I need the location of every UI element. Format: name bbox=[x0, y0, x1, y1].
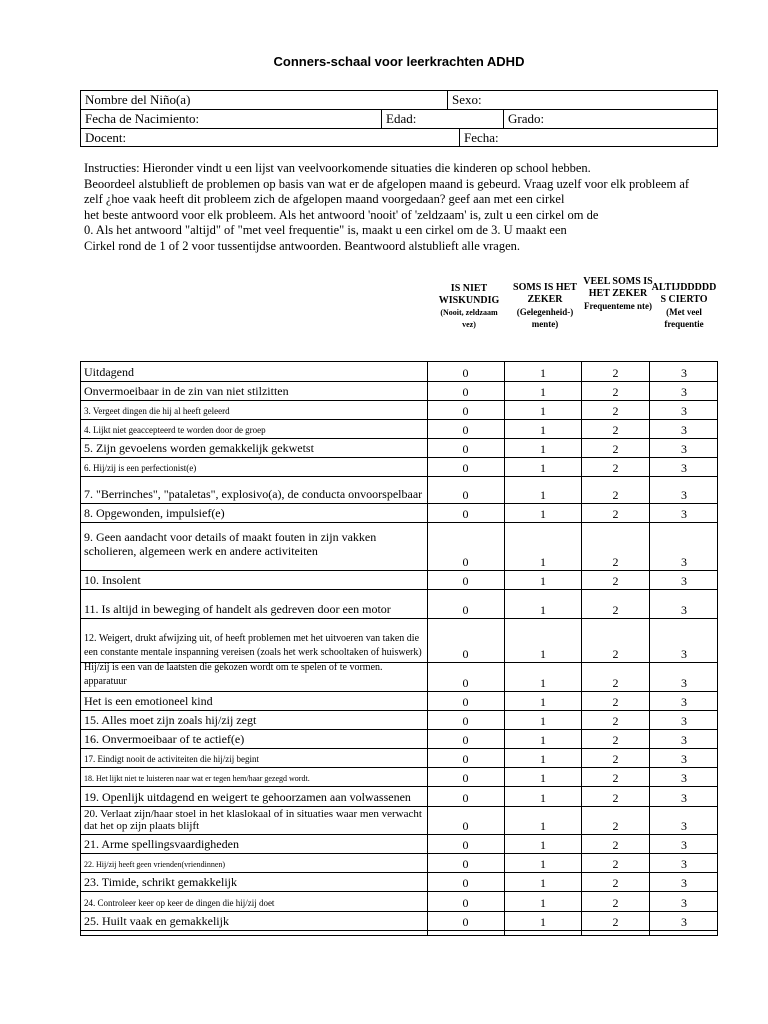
column-divider bbox=[504, 362, 505, 935]
column-header-never bbox=[437, 283, 501, 331]
rating-table bbox=[80, 361, 718, 936]
rating-option-2[interactable]: 2 bbox=[612, 695, 619, 709]
rating-option-0[interactable]: 0 bbox=[462, 442, 469, 456]
column-subheading: (Nooit, zeldzaam vez) bbox=[440, 308, 498, 329]
item-text: 9. Geen aandacht voor details of maakt fouten in zijn vakken scholieren, algemeen werk en andere activiteiten bbox=[84, 530, 377, 558]
rating-option-0[interactable]: 0 bbox=[462, 404, 469, 418]
rating-option-1[interactable]: 1 bbox=[540, 819, 546, 833]
column-subheading: (Met veel frequentie bbox=[664, 307, 704, 329]
table-row bbox=[81, 571, 718, 590]
rating-option-2[interactable]: 2 bbox=[612, 423, 619, 437]
rating-option-3[interactable]: 3 bbox=[681, 714, 687, 728]
rating-option-1[interactable]: 1 bbox=[540, 915, 546, 929]
table-row bbox=[81, 854, 718, 873]
table-row bbox=[81, 835, 718, 854]
instructions bbox=[84, 161, 724, 254]
column-header-always bbox=[650, 282, 718, 330]
rating-option-1[interactable]: 1 bbox=[540, 676, 546, 690]
rating-option-0[interactable]: 0 bbox=[462, 819, 469, 833]
instruction-line: het beste antwoord voor elk probleem. Als het antwoord 'nooit' of 'zeldzaam' is, zult u een cirkel om de bbox=[84, 207, 599, 222]
rating-option-3[interactable]: 3 bbox=[681, 385, 687, 399]
rating-option-0[interactable]: 0 bbox=[462, 714, 469, 728]
table-row bbox=[81, 892, 718, 912]
rating-option-1[interactable]: 1 bbox=[540, 574, 546, 588]
page-title: Conners-schaal voor leerkrachten ADHD bbox=[273, 54, 525, 69]
rating-option-1[interactable]: 1 bbox=[540, 695, 546, 709]
rating-option-0[interactable]: 0 bbox=[462, 857, 469, 871]
table-row bbox=[81, 912, 718, 931]
rating-option-0[interactable]: 0 bbox=[462, 676, 469, 690]
item-text: 15. Alles moet zijn zoals hij/zij zegt bbox=[84, 713, 257, 727]
rating-option-3[interactable]: 3 bbox=[681, 752, 687, 766]
rating-option-2[interactable]: 2 bbox=[612, 752, 619, 766]
rating-option-3[interactable]: 3 bbox=[681, 366, 687, 380]
instruction-line: Beoordeel alstublieft de problemen op basis van wat er de afgelopen maand is gebeurd. Vraag uzelf voor elk probleem af bbox=[84, 176, 690, 191]
rating-option-1[interactable]: 1 bbox=[540, 603, 546, 617]
rating-option-1[interactable]: 1 bbox=[540, 647, 546, 661]
rating-option-0[interactable]: 0 bbox=[462, 791, 469, 805]
table-row bbox=[81, 590, 718, 619]
item-text: 3. Vergeet dingen die hij al heeft geleerd bbox=[84, 406, 230, 416]
column-subheading: (Gelegenheid-) mente) bbox=[516, 307, 574, 329]
table-row bbox=[81, 439, 718, 458]
rating-option-1[interactable]: 1 bbox=[540, 423, 546, 437]
table-row bbox=[81, 807, 718, 835]
column-divider bbox=[649, 362, 650, 935]
column-divider bbox=[581, 362, 582, 935]
rating-option-3[interactable]: 3 bbox=[681, 695, 687, 709]
rating-option-1[interactable]: 1 bbox=[540, 714, 546, 728]
rating-option-0[interactable]: 0 bbox=[462, 915, 469, 929]
rating-option-2[interactable]: 2 bbox=[612, 603, 619, 617]
column-heading: SOMS IS HET ZEKER bbox=[513, 282, 577, 305]
table-row bbox=[81, 458, 718, 477]
rating-option-2[interactable]: 2 bbox=[612, 857, 619, 871]
rating-option-3[interactable]: 3 bbox=[681, 603, 687, 617]
rating-option-3[interactable]: 3 bbox=[681, 838, 687, 852]
rating-option-2[interactable]: 2 bbox=[612, 555, 619, 569]
table-row bbox=[81, 663, 718, 692]
rating-option-0[interactable]: 0 bbox=[462, 555, 469, 569]
rating-option-2[interactable]: 2 bbox=[612, 442, 619, 456]
rating-option-1[interactable]: 1 bbox=[540, 385, 546, 399]
rating-option-2[interactable]: 2 bbox=[612, 791, 619, 805]
column-heading: IS NIET WISKUNDIG bbox=[438, 283, 500, 306]
grade-field[interactable]: Grado: bbox=[503, 110, 717, 128]
item-text: 25. Huilt vaak en gemakkelijk bbox=[84, 914, 229, 928]
rating-option-3[interactable]: 3 bbox=[681, 461, 687, 475]
birth-date-field[interactable]: Fecha de Nacimiento: bbox=[85, 111, 200, 126]
column-subheading: Frequenteme nte) bbox=[583, 301, 653, 311]
info-row-birth bbox=[81, 109, 717, 129]
rating-option-3[interactable]: 3 bbox=[681, 876, 687, 890]
rating-option-3[interactable]: 3 bbox=[681, 676, 687, 690]
sex-field[interactable]: Sexo: bbox=[447, 91, 717, 109]
table-row bbox=[81, 420, 718, 439]
item-text: 16. Onvermoeibaar of te actief(e) bbox=[84, 732, 245, 746]
rating-option-3[interactable]: 3 bbox=[681, 404, 687, 418]
table-row bbox=[81, 504, 718, 523]
rating-option-2[interactable]: 2 bbox=[612, 404, 619, 418]
table-row bbox=[81, 619, 718, 663]
teacher-field[interactable]: Docent: bbox=[85, 130, 127, 145]
rating-option-0[interactable]: 0 bbox=[462, 385, 469, 399]
rating-option-1[interactable]: 1 bbox=[540, 555, 546, 569]
rating-option-0[interactable]: 0 bbox=[462, 488, 469, 502]
column-header-often bbox=[583, 276, 653, 312]
table-row bbox=[81, 749, 718, 768]
rating-option-0[interactable]: 0 bbox=[462, 603, 469, 617]
rating-option-0[interactable]: 0 bbox=[462, 733, 469, 747]
rating-option-3[interactable]: 3 bbox=[681, 423, 687, 437]
rating-option-3[interactable]: 3 bbox=[681, 819, 687, 833]
rating-option-2[interactable]: 2 bbox=[612, 819, 619, 833]
instruction-line: Instructies: Hieronder vindt u een lijst van veelvoorkomende situaties die kinderen op school hebben. bbox=[84, 161, 591, 175]
table-row bbox=[81, 787, 718, 807]
rating-option-2[interactable]: 2 bbox=[612, 896, 619, 910]
rating-option-2[interactable]: 2 bbox=[612, 838, 619, 852]
item-text: Onvermoeibaar in de zin van niet stilzitten bbox=[84, 384, 289, 398]
rating-option-0[interactable]: 0 bbox=[462, 876, 469, 890]
rating-option-2[interactable]: 2 bbox=[612, 507, 619, 521]
rating-option-3[interactable]: 3 bbox=[681, 857, 687, 871]
table-row bbox=[81, 711, 718, 730]
table-row bbox=[81, 730, 718, 749]
rating-option-0[interactable]: 0 bbox=[462, 896, 469, 910]
table-row bbox=[81, 523, 718, 571]
rating-option-1[interactable]: 1 bbox=[540, 752, 546, 766]
item-text: 23. Timide, schrikt gemakkelijk bbox=[84, 875, 237, 889]
table-row bbox=[81, 768, 718, 787]
rating-option-1[interactable]: 1 bbox=[540, 838, 546, 852]
column-heading: ALTIJDDDDD S CIERTO bbox=[651, 282, 717, 305]
item-text: 24. Controleer keer op keer de dingen die hij/zij doet bbox=[84, 898, 275, 908]
table-row bbox=[81, 873, 718, 892]
rating-option-2[interactable]: 2 bbox=[612, 366, 619, 380]
rating-option-0[interactable]: 0 bbox=[462, 647, 469, 661]
rating-option-3[interactable]: 3 bbox=[681, 488, 687, 502]
table-row bbox=[81, 362, 718, 382]
instruction-line: Cirkel rond de 1 of 2 voor tussentijdse antwoorden. Beantwoord alstublieft alle vragen. bbox=[84, 238, 521, 253]
item-text: 18. Het lijkt niet te luisteren naar wat er tegen hem/haar gezegd wordt. bbox=[84, 774, 310, 783]
item-text: 8. Opgewonden, impulsief(e) bbox=[84, 506, 225, 520]
rating-option-0[interactable]: 0 bbox=[462, 838, 469, 852]
age-field[interactable]: Edad: bbox=[381, 110, 503, 128]
info-row-teacher bbox=[81, 128, 717, 148]
rating-option-1[interactable]: 1 bbox=[540, 733, 546, 747]
rating-option-3[interactable]: 3 bbox=[681, 896, 687, 910]
rating-option-3[interactable]: 3 bbox=[681, 442, 687, 456]
rating-option-2[interactable]: 2 bbox=[612, 574, 619, 588]
rating-option-2[interactable]: 2 bbox=[612, 385, 619, 399]
rating-option-1[interactable]: 1 bbox=[540, 366, 546, 380]
item-text: 11. Is altijd in beweging of handelt als gedreven door een motor bbox=[84, 602, 391, 616]
table-row bbox=[81, 692, 718, 711]
rating-option-1[interactable]: 1 bbox=[540, 461, 546, 475]
item-text: 17. Eindigt nooit de activiteiten die hij/zij begint bbox=[84, 754, 259, 764]
column-header-sometimes bbox=[508, 282, 582, 330]
rating-option-2[interactable]: 2 bbox=[612, 647, 619, 661]
rating-option-1[interactable]: 1 bbox=[540, 771, 546, 785]
rating-option-1[interactable]: 1 bbox=[540, 404, 546, 418]
item-text: 19. Openlijk uitdagend en weigert te gehoorzamen aan volwassenen bbox=[84, 790, 411, 804]
rating-option-0[interactable]: 0 bbox=[462, 461, 469, 475]
rating-option-1[interactable]: 1 bbox=[540, 507, 546, 521]
rating-option-3[interactable]: 3 bbox=[681, 771, 687, 785]
rating-option-0[interactable]: 0 bbox=[462, 366, 469, 380]
rating-option-0[interactable]: 0 bbox=[462, 752, 469, 766]
rating-option-3[interactable]: 3 bbox=[681, 555, 687, 569]
item-text: 21. Arme spellingsvaardigheden bbox=[84, 837, 239, 851]
rating-option-0[interactable]: 0 bbox=[462, 771, 469, 785]
item-text: Het is een emotioneel kind bbox=[84, 694, 213, 708]
rating-option-3[interactable]: 3 bbox=[681, 915, 687, 929]
rating-option-0[interactable]: 0 bbox=[462, 507, 469, 521]
rating-option-0[interactable]: 0 bbox=[462, 574, 469, 588]
rating-option-3[interactable]: 3 bbox=[681, 791, 687, 805]
item-text: Uitdagend bbox=[84, 365, 134, 379]
item-text: 10. Insolent bbox=[84, 573, 141, 587]
child-name-field[interactable]: Nombre del Niño(a) bbox=[85, 92, 191, 107]
rating-option-2[interactable]: 2 bbox=[612, 771, 619, 785]
column-divider bbox=[427, 362, 428, 935]
table-row bbox=[81, 382, 718, 401]
rating-option-3[interactable]: 3 bbox=[681, 647, 687, 661]
item-text: Hij/zij is een van de laatsten die gekozen wordt om te spelen of te vormen. apparatuur bbox=[84, 662, 383, 687]
rating-option-1[interactable]: 1 bbox=[540, 857, 546, 871]
column-heading: VEEL SOMS IS HET ZEKER bbox=[583, 276, 653, 299]
rating-option-3[interactable]: 3 bbox=[681, 574, 687, 588]
rating-option-0[interactable]: 0 bbox=[462, 695, 469, 709]
rating-option-1[interactable]: 1 bbox=[540, 488, 546, 502]
item-text: 4. Lijkt niet geaccepteerd te worden door de groep bbox=[84, 425, 266, 435]
item-text: 6. Hij/zij is een perfectionist(e) bbox=[84, 463, 197, 473]
rating-option-2[interactable]: 2 bbox=[612, 676, 619, 690]
item-text: 5. Zijn gevoelens worden gemakkelijk gekwetst bbox=[84, 441, 314, 455]
date-field[interactable]: Fecha: bbox=[459, 129, 717, 147]
instruction-line: zelf ¿hoe vaak heeft dit probleem zich de afgelopen maand voorgedaan? geef aan met een cirkel bbox=[84, 192, 565, 206]
rating-option-2[interactable]: 2 bbox=[612, 733, 619, 747]
info-row-name bbox=[81, 91, 717, 110]
table-row bbox=[81, 401, 718, 420]
rating-option-2[interactable]: 2 bbox=[612, 461, 619, 475]
rating-option-3[interactable]: 3 bbox=[681, 733, 687, 747]
rating-option-2[interactable]: 2 bbox=[612, 876, 619, 890]
item-text: 12. Weigert, drukt afwijzing uit, of heeft problemen met het uitvoeren van taken die een constante mentale inspanning vereisen (zoals het werk schooltaken of huiswerk) bbox=[84, 633, 422, 658]
item-text: 22. Hij/zij heeft geen vrienden(vriendinnen) bbox=[84, 860, 226, 869]
instruction-line: 0. Als het antwoord "altijd" of "met veel frequentie" is, maakt u een cirkel om de 3. U maakt een bbox=[84, 223, 567, 237]
rating-option-1[interactable]: 1 bbox=[540, 896, 546, 910]
table-row bbox=[81, 477, 718, 504]
child-info-table bbox=[80, 90, 718, 147]
rating-option-0[interactable]: 0 bbox=[462, 423, 469, 437]
rating-option-1[interactable]: 1 bbox=[540, 442, 546, 456]
item-text: 7. "Berrinches", "pataletas", explosivo(a), de conducta onvoorspelbaar bbox=[84, 487, 423, 501]
rating-option-1[interactable]: 1 bbox=[540, 791, 546, 805]
rating-option-1[interactable]: 1 bbox=[540, 876, 546, 890]
rating-option-2[interactable]: 2 bbox=[612, 915, 619, 929]
rating-option-2[interactable]: 2 bbox=[612, 488, 619, 502]
rating-option-2[interactable]: 2 bbox=[612, 714, 619, 728]
rating-option-3[interactable]: 3 bbox=[681, 507, 687, 521]
item-text: 20. Verlaat zijn/haar stoel in het klaslokaal of in situaties waar men verwacht dat het op zijn plaats blijft bbox=[84, 808, 422, 832]
